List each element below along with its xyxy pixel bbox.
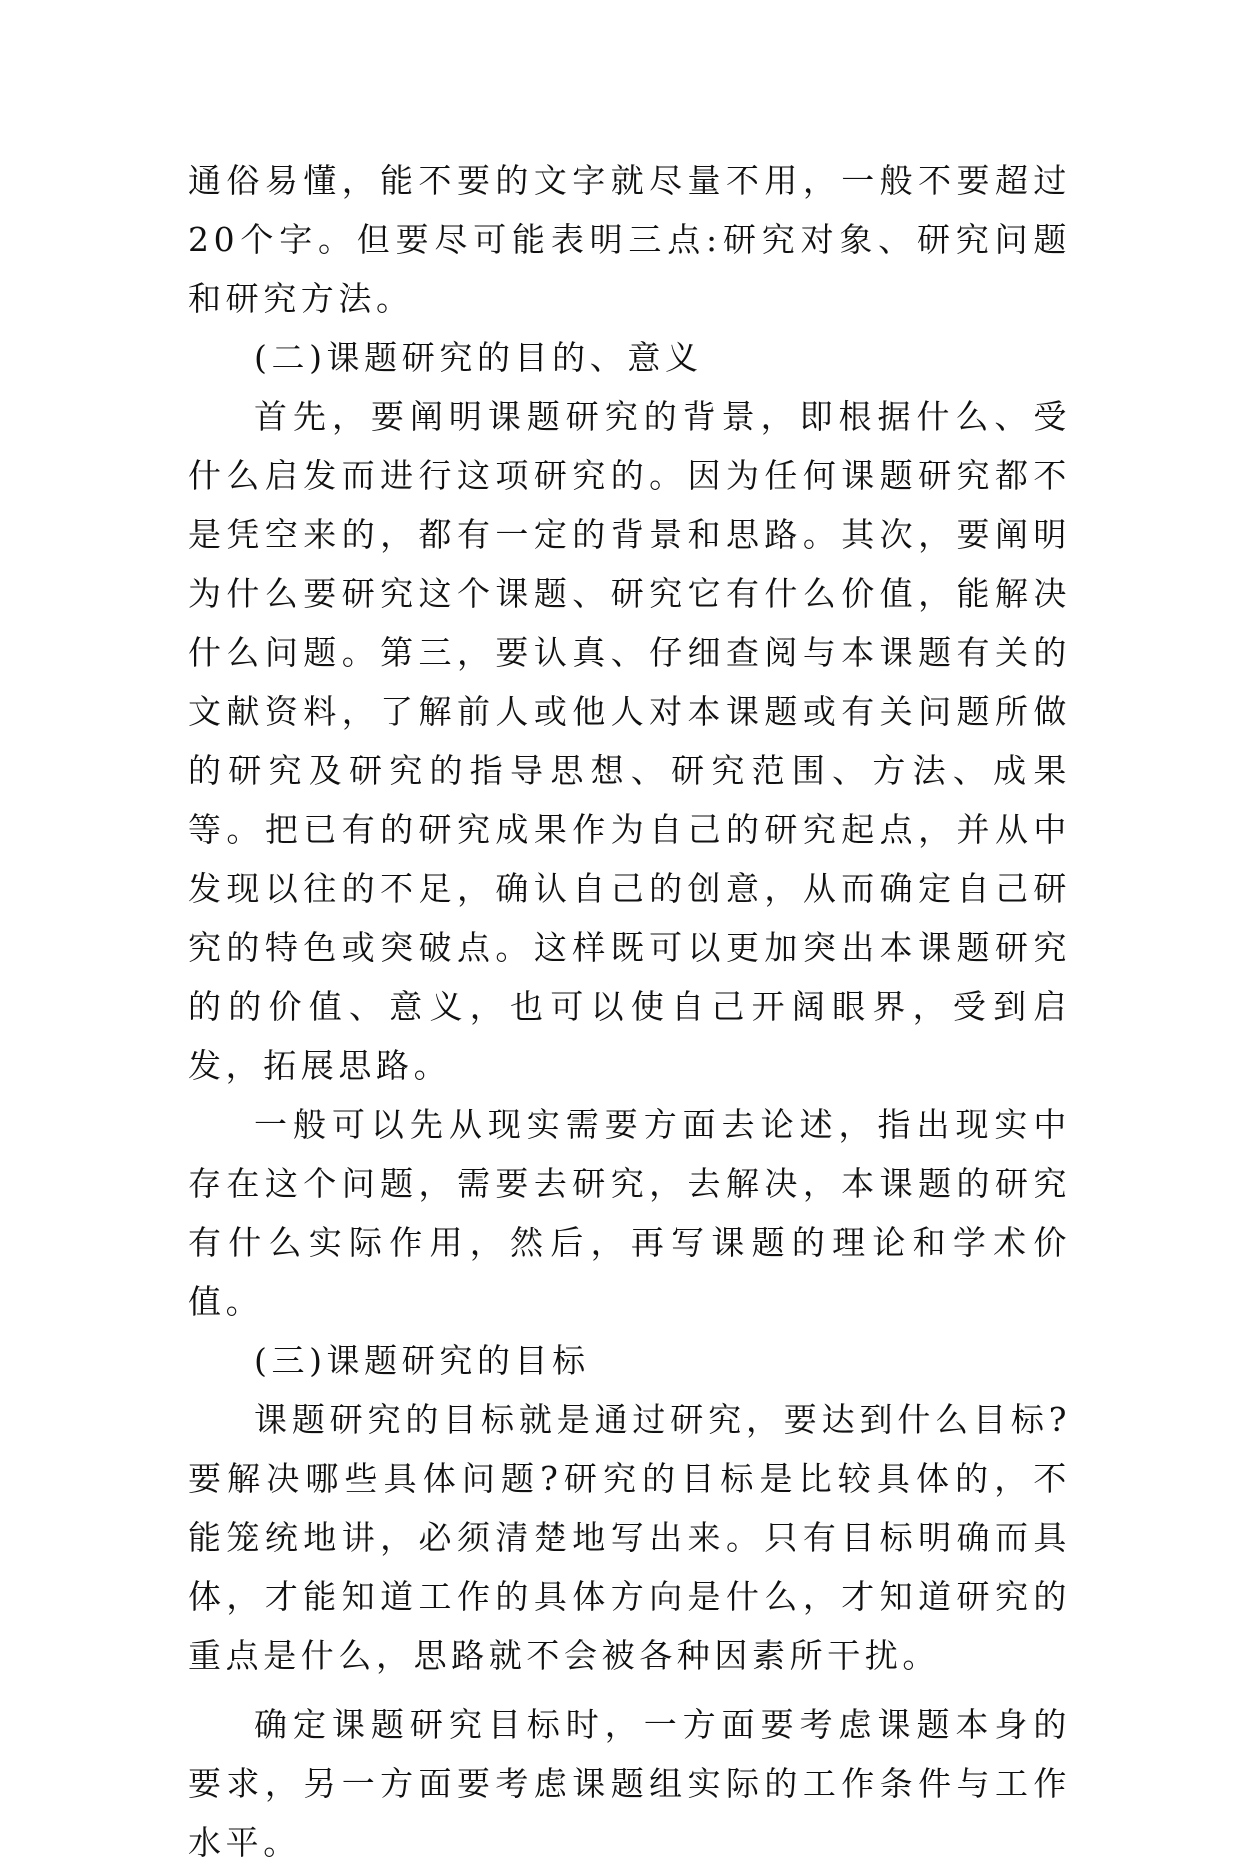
paragraph-title-requirements: 通俗易懂，能不要的文字就尽量不用，一般不要超过20个字。但要尽可能表明三点:研究对象、研究问题和研究方法。 bbox=[188, 161, 1071, 318]
paragraph-goal-setting: 确定课题研究目标时，一方面要考虑课题本身的要求，另一方面要考虑课题组实际的工作条件与工作水平。 bbox=[188, 1705, 1071, 1862]
section-heading-purpose: (二)课题研究的目的、意义 bbox=[254, 338, 703, 377]
paragraph-practical-value: 一般可以先从现实需要方面去论述，指出现实中存在这个问题，需要去研究，去解决，本课题的研究有什么实际作用，然后，再写课题的理论和学术价值。 bbox=[188, 1105, 1071, 1321]
document-body bbox=[188, 151, 1071, 1872]
section-heading-goals: (三)课题研究的目标 bbox=[254, 1341, 590, 1380]
paragraph-research-goals: 课题研究的目标就是通过研究，要达到什么目标?要解决哪些具体问题?研究的目标是比较具体的，不能笼统地讲，必须清楚地写出来。只有目标明确而具体，才能知道工作的具体方向是什么，才知道研究的重点是什么，思路就不会被各种因素所干扰。 bbox=[188, 1400, 1071, 1675]
paragraph-background: 首先，要阐明课题研究的背景，即根据什么、受什么启发而进行这项研究的。因为任何课题研究都不是凭空来的，都有一定的背景和思路。其次，要阐明为什么要研究这个课题、研究它有什么价值，能解决什么问题。第三，要认真、仔细查阅与本课题有关的文献资料，了解前人或他人对本课题或有关问题所做的研究及研究的指导思想、研究范围、方法、成果等。把已有的研究成果作为自己的研究起点，并从中发现以往的不足，确认自己的创意，从而确定自己研究的特色或突破点。这样既可以更加突出本课题研究的的价值、意义，也可以使自己开阔眼界，受到启发，拓展思路。 bbox=[188, 397, 1071, 1085]
